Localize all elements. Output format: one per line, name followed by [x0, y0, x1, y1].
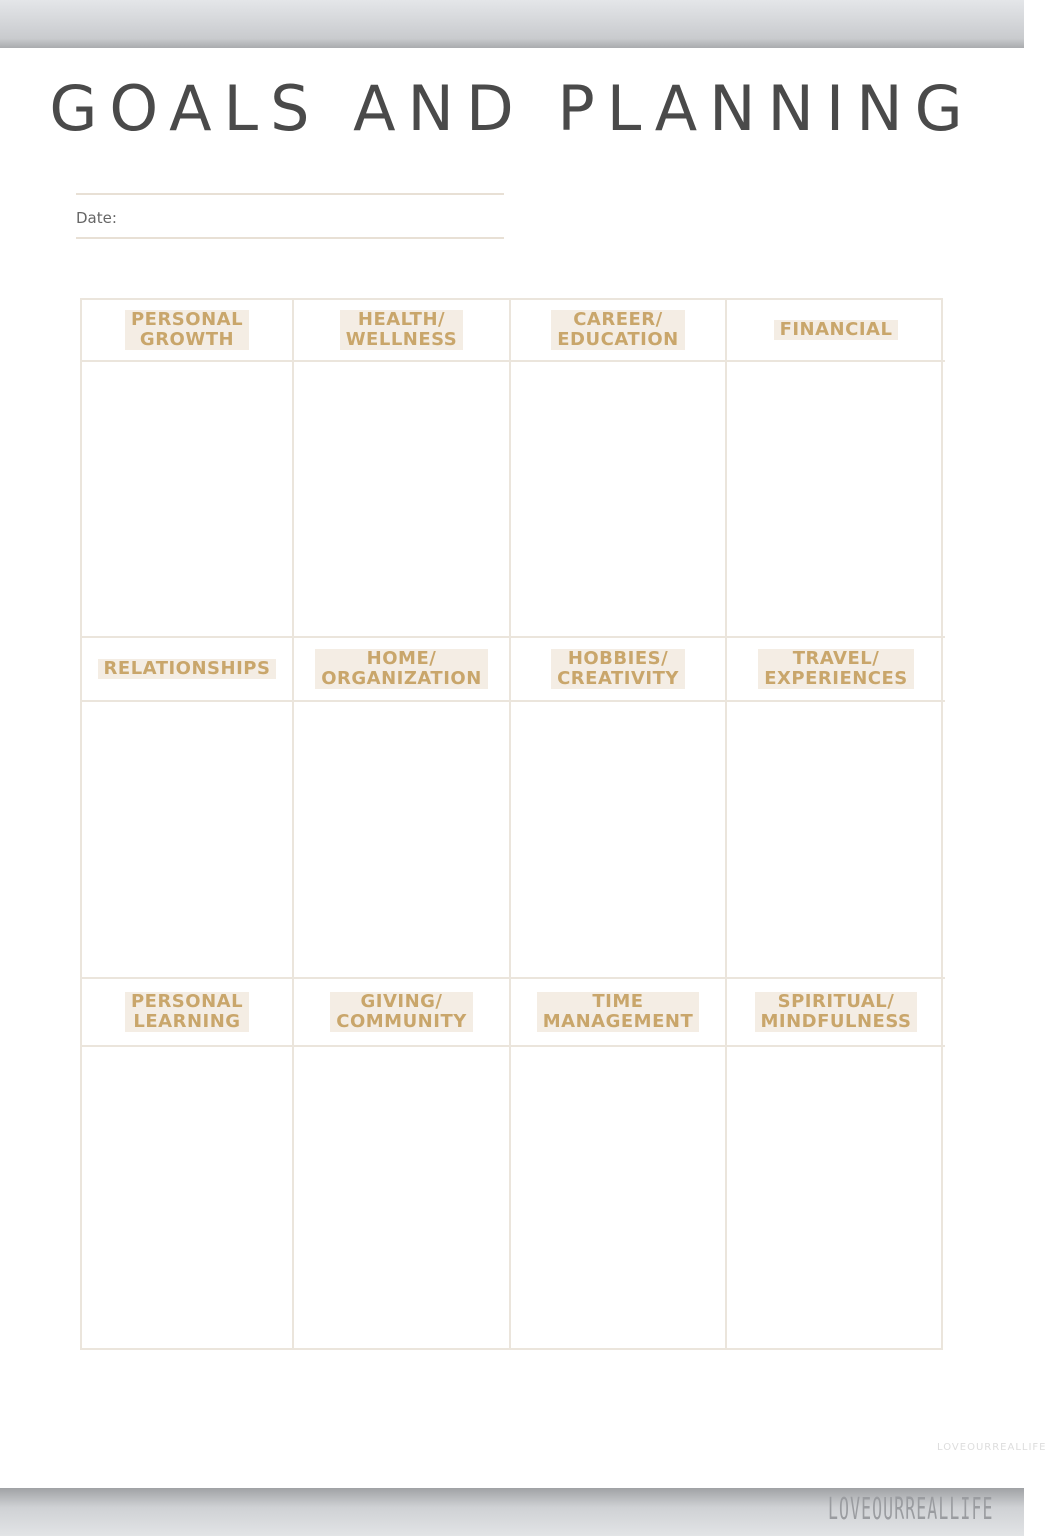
page-title: GOALS AND PLANNING — [49, 72, 975, 145]
goal-writing-area[interactable] — [294, 1047, 511, 1348]
category-label: RELATIONSHIPS — [98, 659, 277, 679]
goal-writing-area[interactable] — [82, 362, 294, 638]
goal-writing-area[interactable] — [82, 1047, 294, 1348]
date-line[interactable] — [76, 237, 504, 239]
category-header — [82, 979, 294, 1047]
category-header — [294, 979, 511, 1047]
watermark-small: LOVEOURREALLIFE — [937, 1442, 1046, 1453]
category-header — [82, 638, 294, 702]
category-label: SPIRITUAL/ MINDFULNESS — [755, 992, 918, 1032]
category-header — [294, 638, 511, 702]
category-label: FINANCIAL — [774, 320, 899, 340]
category-label: PERSONAL GROWTH — [125, 310, 249, 350]
category-header — [294, 300, 511, 362]
category-header — [82, 300, 294, 362]
category-header — [511, 638, 727, 702]
goals-grid — [80, 298, 943, 1350]
category-label: TRAVEL/ EXPERIENCES — [758, 649, 914, 689]
watermark: LOVEOURREALLIFE — [828, 1492, 994, 1527]
category-label: GIVING/ COMMUNITY — [330, 992, 473, 1032]
divider — [76, 193, 504, 195]
category-label: HOBBIES/ CREATIVITY — [551, 649, 685, 689]
goal-writing-area[interactable] — [511, 1047, 727, 1348]
date-label: Date: — [76, 209, 117, 227]
category-label: HEALTH/ WELLNESS — [340, 310, 464, 350]
goal-writing-area[interactable] — [511, 362, 727, 638]
category-header — [727, 979, 945, 1047]
goal-writing-area[interactable] — [727, 1047, 945, 1348]
goal-writing-area[interactable] — [82, 702, 294, 979]
top-frame — [0, 0, 1024, 48]
category-header — [511, 300, 727, 362]
category-label: TIME MANAGEMENT — [537, 992, 699, 1032]
category-label: CAREER/ EDUCATION — [551, 310, 684, 350]
category-header — [511, 979, 727, 1047]
category-header — [727, 638, 945, 702]
category-label: PERSONAL LEARNING — [125, 992, 249, 1032]
goal-writing-area[interactable] — [727, 702, 945, 979]
goal-writing-area[interactable] — [511, 702, 727, 979]
goal-writing-area[interactable] — [727, 362, 945, 638]
category-header — [727, 300, 945, 362]
goal-writing-area[interactable] — [294, 702, 511, 979]
category-label: HOME/ ORGANIZATION — [315, 649, 488, 689]
goal-writing-area[interactable] — [294, 362, 511, 638]
